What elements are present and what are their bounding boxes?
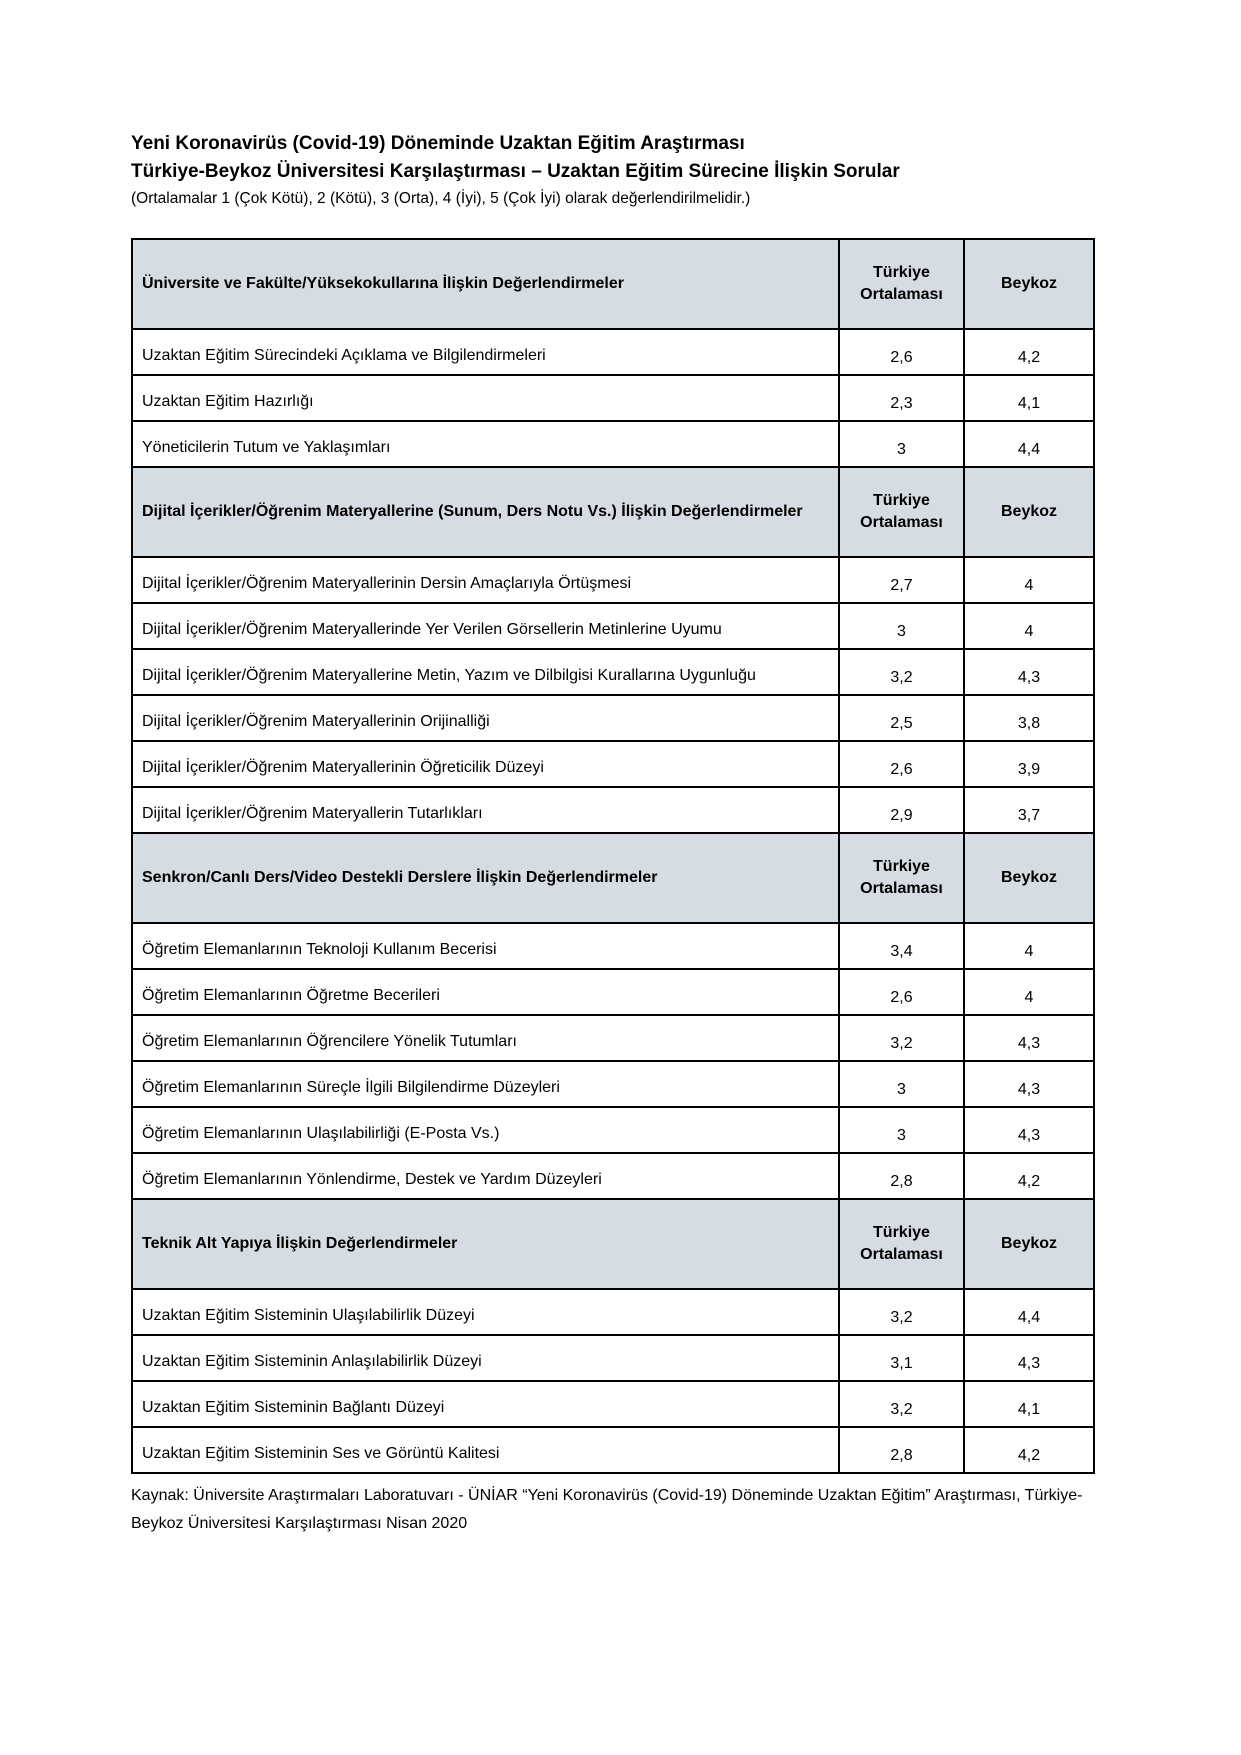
row-label-cell: Öğretim Elemanlarının Öğretme Becerileri xyxy=(132,969,839,1015)
turkiye-value-cell: 3,1 xyxy=(839,1335,964,1381)
beykoz-value-cell: 4 xyxy=(964,603,1094,649)
beykoz-column-header: Beykoz xyxy=(964,833,1094,923)
turkiye-average-column-header: Türkiye Ortalaması xyxy=(839,833,964,923)
row-label-cell: Öğretim Elemanlarının Öğrencilere Yönelik Tutumları xyxy=(132,1015,839,1061)
row-label-cell: Uzaktan Eğitim Hazırlığı xyxy=(132,375,839,421)
beykoz-value-cell: 3,9 xyxy=(964,741,1094,787)
table-row xyxy=(132,649,1094,695)
turkiye-value-cell: 3,4 xyxy=(839,923,964,969)
table-row xyxy=(132,787,1094,833)
beykoz-value-cell: 4,3 xyxy=(964,1107,1094,1153)
turkiye-value-cell: 3 xyxy=(839,421,964,467)
document-title-line-2: Türkiye-Beykoz Üniversitesi Karşılaştırması – Uzaktan Eğitim Sürecine İlişkin Sorular xyxy=(131,161,900,182)
section-header-row xyxy=(132,239,1094,329)
turkiye-value-cell: 3 xyxy=(839,1061,964,1107)
beykoz-value-cell: 4,2 xyxy=(964,329,1094,375)
beykoz-column-header: Beykoz xyxy=(964,1199,1094,1289)
row-label-cell: Uzaktan Eğitim Sisteminin Ses ve Görüntü Kalitesi xyxy=(132,1427,839,1473)
table-row xyxy=(132,1335,1094,1381)
turkiye-value-cell: 2,6 xyxy=(839,741,964,787)
table-row xyxy=(132,969,1094,1015)
beykoz-value-cell: 4,2 xyxy=(964,1153,1094,1199)
row-label-cell: Dijital İçerikler/Öğrenim Materyallerinde Yer Verilen Görsellerin Metinlerine Uyumu xyxy=(132,603,839,649)
document-title-line-1: Yeni Koronavirüs (Covid-19) Döneminde Uzaktan Eğitim Araştırması xyxy=(131,133,745,154)
turkiye-value-cell: 3,2 xyxy=(839,1015,964,1061)
turkiye-value-cell: 2,5 xyxy=(839,695,964,741)
beykoz-column-header: Beykoz xyxy=(964,467,1094,557)
source-note: Kaynak: Üniversite Araştırmaları Laboratuvarı - ÜNİAR “Yeni Koronavirüs (Covid-19) Döneminde Uzaktan Eğitim” Araştırması, Türkiye-Beykoz Üniversitesi Karşılaştırması Nisan 2020 xyxy=(131,1487,1083,1532)
row-label-cell: Dijital İçerikler/Öğrenim Materyallerin Tutarlıkları xyxy=(132,787,839,833)
table-row xyxy=(132,557,1094,603)
table-row xyxy=(132,375,1094,421)
beykoz-value-cell: 4,4 xyxy=(964,1289,1094,1335)
table-row xyxy=(132,695,1094,741)
table-row xyxy=(132,741,1094,787)
row-label-cell: Uzaktan Eğitim Sisteminin Ulaşılabilirlik Düzeyi xyxy=(132,1289,839,1335)
row-label-cell: Dijital İçerikler/Öğrenim Materyallerinin Öğreticilik Düzeyi xyxy=(132,741,839,787)
survey-comparison-table xyxy=(131,238,1095,1474)
section-header-row xyxy=(132,1199,1094,1289)
table-row xyxy=(132,1427,1094,1473)
beykoz-value-cell: 4,3 xyxy=(964,1061,1094,1107)
turkiye-value-cell: 3 xyxy=(839,1107,964,1153)
table-row xyxy=(132,1289,1094,1335)
row-label-cell: Öğretim Elemanlarının Teknoloji Kullanım Becerisi xyxy=(132,923,839,969)
turkiye-value-cell: 2,9 xyxy=(839,787,964,833)
turkiye-value-cell: 3,2 xyxy=(839,1289,964,1335)
turkiye-value-cell: 3 xyxy=(839,603,964,649)
turkiye-average-column-header: Türkiye Ortalaması xyxy=(839,239,964,329)
beykoz-value-cell: 4,3 xyxy=(964,1335,1094,1381)
section-header-row xyxy=(132,833,1094,923)
turkiye-value-cell: 2,6 xyxy=(839,969,964,1015)
table-row xyxy=(132,603,1094,649)
table-row xyxy=(132,1107,1094,1153)
table-row xyxy=(132,421,1094,467)
turkiye-value-cell: 2,7 xyxy=(839,557,964,603)
beykoz-value-cell: 3,7 xyxy=(964,787,1094,833)
section-header-label: Teknik Alt Yapıya İlişkin Değerlendirmeler xyxy=(132,1199,839,1289)
beykoz-value-cell: 4,1 xyxy=(964,1381,1094,1427)
turkiye-average-column-header: Türkiye Ortalaması xyxy=(839,1199,964,1289)
beykoz-column-header: Beykoz xyxy=(964,239,1094,329)
beykoz-value-cell: 4 xyxy=(964,923,1094,969)
beykoz-value-cell: 3,8 xyxy=(964,695,1094,741)
row-label-cell: Dijital İçerikler/Öğrenim Materyallerinin Dersin Amaçlarıyla Örtüşmesi xyxy=(132,557,839,603)
row-label-cell: Uzaktan Eğitim Sisteminin Anlaşılabilirlik Düzeyi xyxy=(132,1335,839,1381)
row-label-cell: Öğretim Elemanlarının Yönlendirme, Destek ve Yardım Düzeyleri xyxy=(132,1153,839,1199)
turkiye-value-cell: 2,8 xyxy=(839,1427,964,1473)
beykoz-value-cell: 4 xyxy=(964,557,1094,603)
row-label-cell: Dijital İçerikler/Öğrenim Materyallerinin Orijinalliği xyxy=(132,695,839,741)
section-header-label: Üniversite ve Fakülte/Yüksekokullarına İlişkin Değerlendirmeler xyxy=(132,239,839,329)
turkiye-average-column-header: Türkiye Ortalaması xyxy=(839,467,964,557)
row-label-cell: Dijital İçerikler/Öğrenim Materyallerine Metin, Yazım ve Dilbilgisi Kurallarına Uygunluğu xyxy=(132,649,839,695)
table-row xyxy=(132,923,1094,969)
beykoz-value-cell: 4,3 xyxy=(964,649,1094,695)
row-label-cell: Uzaktan Eğitim Sürecindeki Açıklama ve Bilgilendirmeleri xyxy=(132,329,839,375)
table-row xyxy=(132,1015,1094,1061)
table-row xyxy=(132,1381,1094,1427)
row-label-cell: Yöneticilerin Tutum ve Yaklaşımları xyxy=(132,421,839,467)
table-row xyxy=(132,1061,1094,1107)
table-row xyxy=(132,329,1094,375)
section-header-row xyxy=(132,467,1094,557)
beykoz-value-cell: 4,2 xyxy=(964,1427,1094,1473)
beykoz-value-cell: 4,4 xyxy=(964,421,1094,467)
turkiye-value-cell: 2,3 xyxy=(839,375,964,421)
rating-scale-note: (Ortalamalar 1 (Çok Kötü), 2 (Kötü), 3 (Orta), 4 (İyi), 5 (Çok İyi) olarak değerlendirilmelidir.) xyxy=(131,190,751,207)
row-label-cell: Uzaktan Eğitim Sisteminin Bağlantı Düzeyi xyxy=(132,1381,839,1427)
beykoz-value-cell: 4,3 xyxy=(964,1015,1094,1061)
row-label-cell: Öğretim Elemanlarının Ulaşılabilirliği (E-Posta Vs.) xyxy=(132,1107,839,1153)
table-row xyxy=(132,1153,1094,1199)
section-header-label: Senkron/Canlı Ders/Video Destekli Derslere İlişkin Değerlendirmeler xyxy=(132,833,839,923)
beykoz-value-cell: 4,1 xyxy=(964,375,1094,421)
row-label-cell: Öğretim Elemanlarının Süreçle İlgili Bilgilendirme Düzeyleri xyxy=(132,1061,839,1107)
turkiye-value-cell: 2,6 xyxy=(839,329,964,375)
beykoz-value-cell: 4 xyxy=(964,969,1094,1015)
turkiye-value-cell: 3,2 xyxy=(839,649,964,695)
section-header-label: Dijital İçerikler/Öğrenim Materyallerine (Sunum, Ders Notu Vs.) İlişkin Değerlendirmeler xyxy=(132,467,839,557)
turkiye-value-cell: 2,8 xyxy=(839,1153,964,1199)
turkiye-value-cell: 3,2 xyxy=(839,1381,964,1427)
